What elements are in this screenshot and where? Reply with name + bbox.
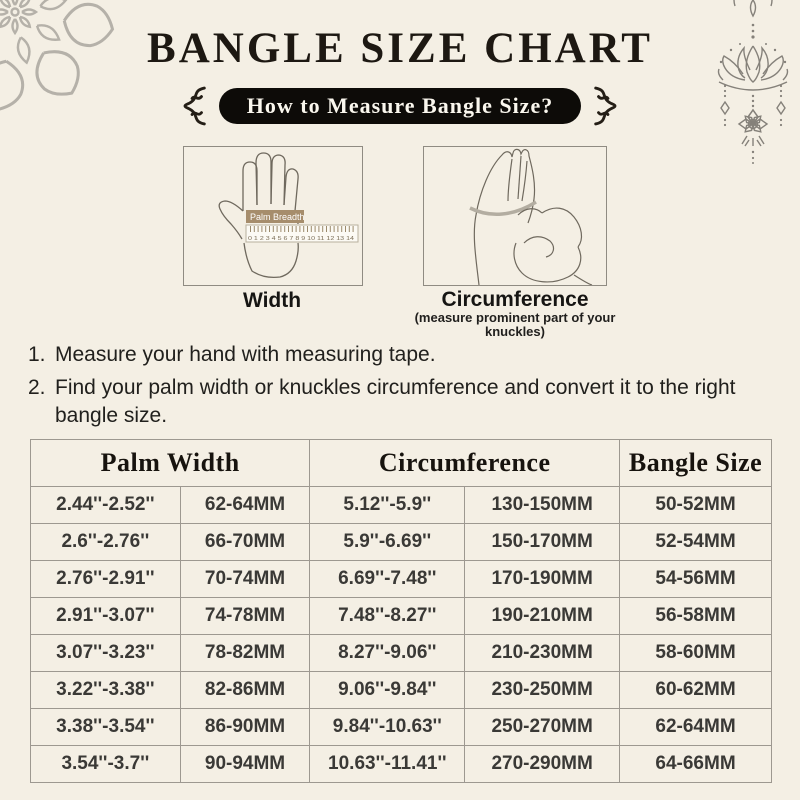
width-illustration-box bbox=[183, 146, 363, 286]
subtitle-row bbox=[0, 84, 800, 128]
table-cell: 190-210MM bbox=[465, 598, 620, 635]
circumference-caption: Circumference bbox=[441, 288, 589, 311]
palm-breadth-tag: Palm Breadth bbox=[250, 212, 305, 222]
width-caption: Width bbox=[242, 289, 302, 312]
instruction-text: Find your palm width or knuckles circumference and convert it to the right bangle size. bbox=[55, 375, 736, 427]
palm-width-hand-drawing bbox=[184, 147, 362, 285]
table-cell: 58-60MM bbox=[620, 635, 772, 672]
instruction-number: 2. bbox=[28, 375, 46, 399]
table-cell: 6.69''-7.48'' bbox=[310, 561, 465, 598]
header-bangle-size: Bangle Size bbox=[620, 440, 772, 487]
table-cell: 8.27''-9.06'' bbox=[310, 635, 465, 672]
flourish-right-icon bbox=[590, 84, 624, 128]
table-cell: 64-66MM bbox=[620, 746, 772, 783]
knuckle-measure-hand-drawing bbox=[424, 147, 606, 285]
table-row bbox=[31, 598, 772, 635]
table-cell: 250-270MM bbox=[465, 709, 620, 746]
table-cell: 270-290MM bbox=[465, 746, 620, 783]
table-cell: 86-90MM bbox=[180, 709, 310, 746]
table-cell: 9.06''-9.84'' bbox=[310, 672, 465, 709]
table-cell: 9.84''-10.63'' bbox=[310, 709, 465, 746]
table-cell: 2.76''-2.91'' bbox=[31, 561, 181, 598]
circumference-note: (measure prominent part of your knuckles) bbox=[414, 310, 616, 339]
subtitle-banner: How to Measure Bangle Size? bbox=[219, 88, 581, 125]
table-cell: 3.38''-3.54'' bbox=[31, 709, 181, 746]
ruler-numbers: 0 1 2 3 4 5 6 7 8 9 10 11 12 13 14 bbox=[248, 236, 354, 242]
table-cell: 230-250MM bbox=[465, 672, 620, 709]
table-row bbox=[31, 561, 772, 598]
table-row bbox=[31, 709, 772, 746]
size-table bbox=[30, 439, 772, 783]
table-cell: 70-74MM bbox=[180, 561, 310, 598]
table-cell: 5.9''-6.69'' bbox=[310, 524, 465, 561]
table-cell: 3.07''-3.23'' bbox=[31, 635, 181, 672]
table-row bbox=[31, 487, 772, 524]
table-cell: 56-58MM bbox=[620, 598, 772, 635]
table-cell: 210-230MM bbox=[465, 635, 620, 672]
instruction-number: 1. bbox=[28, 343, 46, 366]
instruction-item-1 bbox=[28, 341, 756, 369]
table-cell: 78-82MM bbox=[180, 635, 310, 672]
table-cell: 3.54''-3.7'' bbox=[31, 746, 181, 783]
table-cell: 130-150MM bbox=[465, 487, 620, 524]
table-row bbox=[31, 672, 772, 709]
table-row bbox=[31, 746, 772, 783]
table-cell: 150-170MM bbox=[465, 524, 620, 561]
table-cell: 2.91''-3.07'' bbox=[31, 598, 181, 635]
instruction-text: Measure your hand with measuring tape. bbox=[55, 343, 436, 366]
table-cell: 90-94MM bbox=[180, 746, 310, 783]
table-cell: 2.44''-2.52'' bbox=[31, 487, 181, 524]
table-cell: 2.6''-2.76'' bbox=[31, 524, 181, 561]
table-cell: 50-52MM bbox=[620, 487, 772, 524]
table-cell: 62-64MM bbox=[620, 709, 772, 746]
size-table-body bbox=[31, 487, 772, 783]
table-cell: 60-62MM bbox=[620, 672, 772, 709]
table-cell: 3.22''-3.38'' bbox=[31, 672, 181, 709]
instructions-list bbox=[28, 341, 756, 435]
header-palm-width: Palm Width bbox=[31, 440, 310, 487]
table-header-row bbox=[31, 440, 772, 487]
table-cell: 52-54MM bbox=[620, 524, 772, 561]
table-cell: 74-78MM bbox=[180, 598, 310, 635]
table-cell: 66-70MM bbox=[180, 524, 310, 561]
table-cell: 62-64MM bbox=[180, 487, 310, 524]
page-title: BANGLE SIZE CHART bbox=[147, 25, 653, 72]
instruction-item-2 bbox=[28, 374, 756, 430]
table-cell: 82-86MM bbox=[180, 672, 310, 709]
table-cell: 170-190MM bbox=[465, 561, 620, 598]
header-circumference: Circumference bbox=[310, 440, 620, 487]
circumference-illustration-box bbox=[423, 146, 607, 286]
table-cell: 5.12''-5.9'' bbox=[310, 487, 465, 524]
circumference-caption-block bbox=[384, 289, 646, 338]
table-cell: 7.48''-8.27'' bbox=[310, 598, 465, 635]
table-row bbox=[31, 524, 772, 561]
table-cell: 54-56MM bbox=[620, 561, 772, 598]
table-cell: 10.63''-11.41'' bbox=[310, 746, 465, 783]
table-row bbox=[31, 635, 772, 672]
flourish-left-icon bbox=[176, 84, 210, 128]
